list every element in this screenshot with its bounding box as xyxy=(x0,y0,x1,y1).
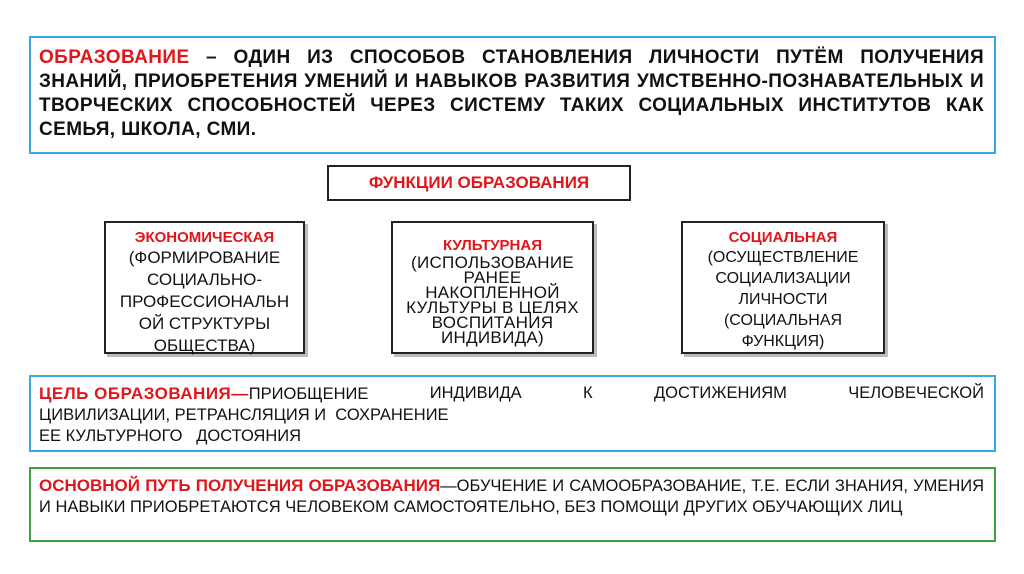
goal-line-1 xyxy=(39,383,984,405)
goal-label: ЦЕЛЬ ОБРАЗОВАНИЯ— xyxy=(39,384,249,403)
goal-word: ЧЕЛОВЕЧЕСКОЙ xyxy=(848,384,984,402)
desc-line: НАКОПЛЕННОЙ xyxy=(425,283,560,302)
desc-line: ВОСПИТАНИЯ xyxy=(431,313,554,332)
desc-line: ФУНКЦИЯ) xyxy=(741,333,825,350)
definition-text: – ОДИН ИЗ СПОСОБОВ СТАНОВЛЕНИЯ ЛИЧНОСТИ ПУТЁМ ПОЛУЧЕНИЯ ЗНАНИЙ, ПРИОБРЕТЕНИЯ УМЕНИЙ И НАВЫКОВ РАЗВИТИЯ УМСТВЕННО-ПОЗНАВАТЕЛЬНЫХ И ТВОРЧЕСКИХ СПОСОБНОСТЕЙ ЧЕРЕЗ СИСТЕМУ ТАКИХ СОЦИАЛЬНЫХ ИНСТИТУТОВ КАК СЕМЬЯ, ШКОЛА, СМИ. xyxy=(39,47,984,140)
functions-title: ФУНКЦИИ ОБРАЗОВАНИЯ xyxy=(327,165,631,201)
desc-line: ОЙ СТРУКТУРЫ xyxy=(138,314,271,333)
desc-line: ИНДИВИДА) xyxy=(441,328,544,347)
desc-line: (ИСПОЛЬЗОВАНИЕ xyxy=(411,253,574,272)
function-cultural-card xyxy=(391,221,594,354)
goal-box xyxy=(29,375,996,452)
goal-word: К xyxy=(582,384,593,402)
desc-line: ПРОФЕССИОНАЛЬН xyxy=(119,292,290,311)
desc-line: (ФОРМИРОВАНИЕ xyxy=(128,248,281,267)
function-cultural-desc xyxy=(393,255,592,345)
function-economic-title: ЭКОНОМИЧЕСКАЯ xyxy=(134,229,275,246)
goal-word: ДОСТИЖЕНИЯМ xyxy=(653,384,787,402)
definition-term: ОБРАЗОВАНИЕ xyxy=(39,47,190,68)
goal-word: ПРИОБЩЕНИЕ xyxy=(248,385,369,403)
desc-line: ОБЩЕСТВА) xyxy=(153,336,256,355)
definition-box xyxy=(29,36,996,154)
desc-line: КУЛЬТУРЫ В ЦЕЛЯХ xyxy=(406,298,579,317)
path-label: ОСНОВНОЙ ПУТЬ ПОЛУЧЕНИЯ ОБРАЗОВАНИЯ xyxy=(39,476,441,495)
goal-line-3: ЕЕ КУЛЬТУРНОГО ДОСТОЯНИЯ xyxy=(39,427,302,445)
function-social-card xyxy=(681,221,885,354)
function-economic-card xyxy=(104,221,305,354)
desc-line: СОЦИАЛИЗАЦИИ xyxy=(715,270,851,287)
function-economic-desc xyxy=(106,247,303,357)
goal-word: ИНДИВИДА xyxy=(429,384,522,402)
function-social-title: СОЦИАЛЬНАЯ xyxy=(728,229,838,246)
desc-line: ЛИЧНОСТИ xyxy=(738,291,828,308)
path-text: —ОБУЧЕНИЕ И САМООБРАЗОВАНИЕ, Т.Е. ЕСЛИ ЗНАНИЯ, УМЕНИЯ И НАВЫКИ ПРИОБРЕТАЮТСЯ ЧЕЛОВЕКОМ САМОСТОЯТЕЛЬНО, БЕЗ ПОМОЩИ ДРУГИХ ОБУЧАЮЩИХ ЛИЦ xyxy=(39,477,985,516)
function-cultural-title: КУЛЬТУРНАЯ xyxy=(442,237,543,254)
desc-line: (ОСУЩЕСТВЛЕНИЕ xyxy=(707,249,859,266)
desc-line: (СОЦИАЛЬНАЯ xyxy=(723,312,843,329)
desc-line: СОЦИАЛЬНО- xyxy=(146,270,263,289)
function-social-desc xyxy=(683,247,883,352)
goal-line-2: ЦИВИЛИЗАЦИИ, РЕТРАНСЛЯЦИЯ И СОХРАНЕНИЕ xyxy=(39,406,449,424)
desc-line: РАНЕЕ xyxy=(463,268,522,287)
path-box xyxy=(29,467,996,542)
